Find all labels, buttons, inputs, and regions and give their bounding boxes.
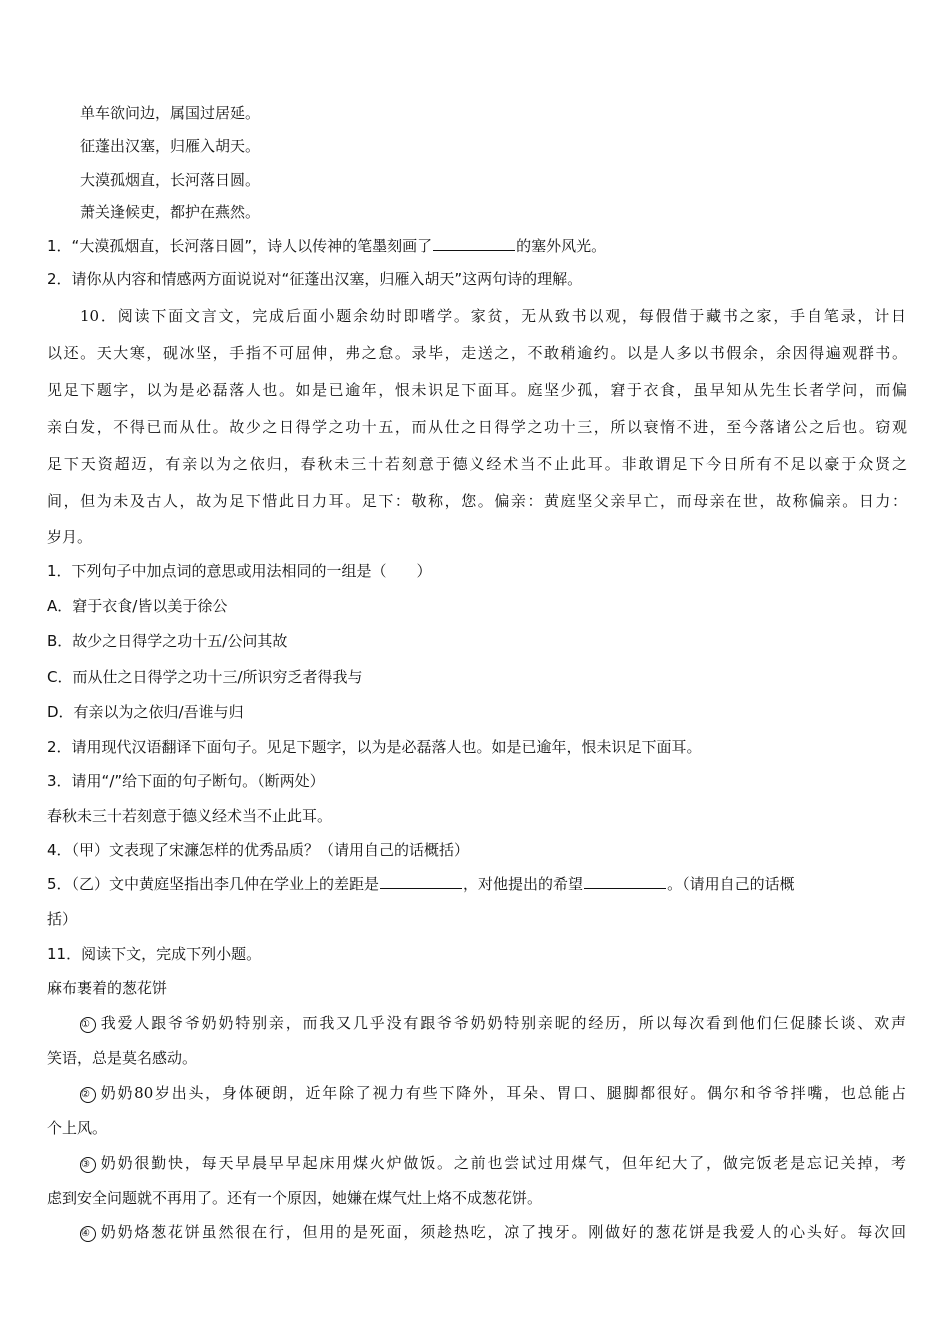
q10-sub-2: 2．请用现代汉语翻译下面句子。见足下题字，以为是必磊落人也。如是已逾年，恨未识足下面耳。 xyxy=(47,738,702,756)
paragraph-number: ② xyxy=(80,1087,96,1103)
q11-para-1-text: 我爱人跟爷爷奶奶特别亲，而我又几乎没有跟爷爷奶奶特别亲昵的经历，所以每次看到他们仨促膝长谈、欢声 xyxy=(99,1014,906,1032)
q11-para-3-line-2: 虑到安全问题就不再用了。还有一个原因，她嫌在煤气灶上烙不成葱花饼。 xyxy=(47,1189,543,1207)
q10-sub-5 xyxy=(47,874,907,894)
q11-para-3-text: 奶奶很勤快，每天早晨早早起床用煤火炉做饭。之前也尝试过用煤气，但年纪大了，做完饭老是忘记关掉，考 xyxy=(99,1154,906,1172)
poem-line-3: 大漠孤烟直，长河落日圆。 xyxy=(80,171,261,189)
q9-item-2: 2．请你从内容和情感两方面说说对“征蓬出汉塞，归雁入胡天”这两句诗的理解。 xyxy=(47,270,583,288)
q10-passage-line-4: 亲白发，不得已而从仕。故少之日得学之功十五，而从仕之日得学之功十三，所以衰惰不进，至今落诸公之后也。窃观 xyxy=(47,418,907,436)
answer-blank[interactable] xyxy=(380,874,462,889)
q11-para-1-line-2: 笑语，总是莫名感动。 xyxy=(47,1049,198,1067)
answer-blank[interactable] xyxy=(584,874,666,889)
q11-para-4-line-1 xyxy=(80,1222,906,1242)
q10-sub-5-continued: 括） xyxy=(47,910,78,928)
q10-passage-line-7: 岁月。 xyxy=(47,528,93,546)
q10-sub-3: 3．请用“/”给下面的句子断句。（断两处） xyxy=(47,772,325,790)
q10-sub-3-sentence: 春秋未三十若刻意于德义经术当不止此耳。 xyxy=(47,807,333,825)
q9-item-1 xyxy=(47,236,907,256)
q10-option-c: C．而从仕之日得学之功十三/所识穷乏者得我与 xyxy=(47,668,363,686)
poem-line-1: 单车欲问边，属国过居延。 xyxy=(80,104,261,122)
q10-sub-5-text: 5．（乙）文中黄庭坚指出李几仲在学业上的差距是 xyxy=(47,875,380,893)
paragraph-number: ③ xyxy=(80,1157,96,1173)
q11-article-title: 麻布裹着的葱花饼 xyxy=(47,979,168,997)
q10-passage-line-3: 见足下题字，以为是必磊落人也。如是已逾年，恨未识足下面耳。庭坚少孤，窘于衣食，虽早知从先生长者学问，而偏 xyxy=(47,381,907,399)
q10-option-a: A．窘于衣食/皆以美于徐公 xyxy=(47,597,228,615)
poem-line-4: 萧关逢候吏，都护在燕然。 xyxy=(80,203,261,221)
q10-option-b: B．故少之日得学之功十五/公问其故 xyxy=(47,632,288,650)
q10-option-d: D．有亲以为之依归/吾谁与归 xyxy=(47,703,244,721)
q10-passage-line-6: 间，但为未及古人，故为足下惜此日力耳。足下：敬称，您。偏亲：黄庭坚父亲早亡，而母亲在世，故称偏亲。日力： xyxy=(47,492,907,510)
q10-passage-line-5: 足下天资超迈，有亲以为之依归，春秋未三十若刻意于德义经术当不止此耳。非敢谓足下今日所有不足以豪于众贤之 xyxy=(47,455,907,473)
paragraph-number: ④ xyxy=(80,1226,96,1242)
q11-para-2-text: 奶奶80岁出头，身体硬朗，近年除了视力有些下降外，耳朵、胃口、腿脚都很好。偶尔和爷爷拌嘴，也总能占 xyxy=(99,1084,906,1102)
q9-item-1-tail: 的塞外风光。 xyxy=(516,237,607,255)
answer-blank[interactable] xyxy=(433,236,515,251)
q11-para-1-line-1 xyxy=(80,1013,906,1033)
q11-para-2-line-1 xyxy=(80,1083,906,1103)
q10-passage-line-1: 10．阅读下面文言文，完成后面小题余幼时即嗜学。家贫，无从致书以观，每假借于藏书之家，手自笔录，计日 xyxy=(80,307,906,325)
q10-passage-line-2: 以还。天大寒，砚冰坚，手指不可屈伸，弗之怠。录毕，走送之，不敢稍逾约。以是人多以书假余，余因得遍观群书。 xyxy=(47,344,907,362)
poem-line-2: 征蓬出汉塞，归雁入胡天。 xyxy=(80,137,261,155)
q11-para-4-text: 奶奶烙葱花饼虽然很在行，但用的是死面，须趁热吃，凉了拽牙。刚做好的葱花饼是我爱人的心头好。每次回 xyxy=(99,1223,906,1241)
paragraph-number: ① xyxy=(80,1017,96,1033)
q10-sub-5-mid: ，对他提出的希望 xyxy=(463,875,584,893)
q9-item-1-text: 1．“大漠孤烟直，长河落日圆”，诗人以传神的笔墨刻画了 xyxy=(47,237,433,255)
q10-sub-4: 4．（甲）文表现了宋濂怎样的优秀品质？（请用自己的话概括） xyxy=(47,841,470,859)
q11-intro: 11．阅读下文，完成下列小题。 xyxy=(47,945,262,963)
q11-para-3-line-1 xyxy=(80,1153,906,1173)
q11-para-2-line-2: 个上风。 xyxy=(47,1119,108,1137)
q10-sub-5-tail: 。（请用自己的话概 xyxy=(667,875,795,893)
q10-sub-1: 1．下列句子中加点词的意思或用法相同的一组是（ ） xyxy=(47,562,432,580)
